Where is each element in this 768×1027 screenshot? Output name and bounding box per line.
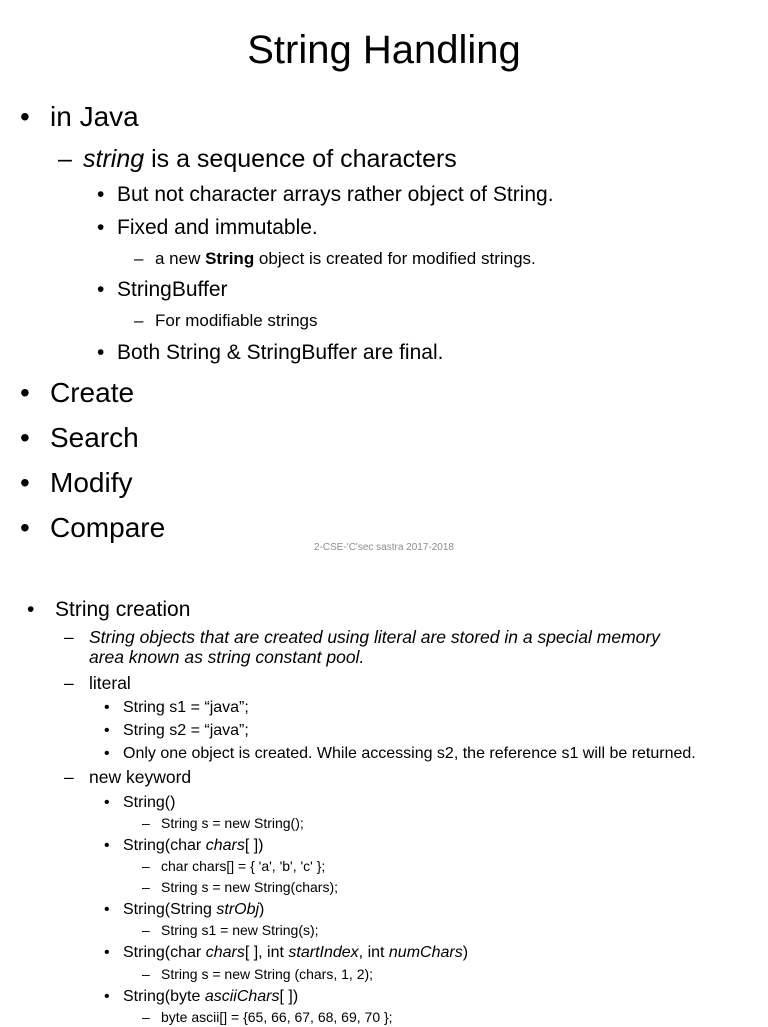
bullet-modify: Modify: [50, 467, 133, 498]
ctor-chars-range-example: String s = new String (chars, 1, 2);: [161, 966, 374, 982]
ctor-empty: String(): [123, 794, 176, 811]
bullet-string-creation: String creation: [55, 598, 191, 621]
bullet-icon: •: [104, 794, 110, 811]
ctor-string-example: String s1 = new String(s);: [161, 922, 319, 938]
bullet-icon: •: [104, 722, 110, 739]
dash-icon: –: [64, 767, 74, 787]
bullet-icon: •: [20, 377, 30, 408]
dash-icon: –: [142, 1009, 150, 1025]
bullet-icon: •: [20, 512, 30, 543]
ctor-chars-range: String(char chars[ ], int startIndex, int numChars): [123, 944, 469, 961]
slide-footer: 2-CSE-'C'sec sastra 2017-2018: [314, 542, 454, 553]
new-object-note: a new String object is created for modified strings.: [155, 249, 536, 268]
ctor-chars-example-1: char chars[] = { 'a', 'b', 'c' };: [161, 858, 326, 874]
bullet-icon: •: [27, 598, 35, 621]
dash-icon: –: [134, 311, 144, 330]
bullet-in-java: in Java: [50, 101, 139, 132]
dash-icon: –: [58, 145, 72, 173]
ctor-bytes-example: byte ascii[] = {65, 66, 67, 68, 69, 70 };: [161, 1009, 393, 1025]
bullet-fixed: Fixed and immutable.: [117, 216, 318, 239]
slide-title: String Handling: [247, 28, 521, 72]
dash-icon: –: [142, 815, 150, 831]
bullet-icon: •: [97, 183, 105, 206]
dash-icon: –: [134, 249, 144, 268]
bullet-icon: •: [104, 944, 110, 961]
only-one-object: Only one object is created. While accessing s2, the reference s1 will be returned.: [123, 745, 696, 762]
pool-desc-line2: area known as string constant pool.: [89, 647, 365, 667]
string-definition: string is a sequence of characters: [83, 145, 457, 173]
literal-label: literal: [89, 673, 131, 693]
dash-icon: –: [64, 627, 74, 647]
dash-icon: –: [142, 966, 150, 982]
ctor-string: String(String strObj): [123, 901, 265, 918]
modifiable-note: For modifiable strings: [155, 311, 318, 330]
ctor-bytes: String(byte asciiChars[ ]): [123, 988, 299, 1005]
dash-icon: –: [64, 673, 74, 693]
slide-2: [0, 575, 768, 1024]
bullet-search: Search: [50, 422, 139, 453]
bullet-icon: •: [104, 988, 110, 1005]
bullet-icon: •: [20, 467, 30, 498]
new-keyword-label: new keyword: [89, 767, 192, 787]
bullet-not-arrays: But not character arrays rather object of String.: [117, 183, 554, 206]
ctor-chars-example-2: String s = new String(chars);: [161, 879, 339, 895]
bullet-icon: •: [104, 901, 110, 918]
bullet-icon: •: [104, 745, 110, 762]
bullet-icon: •: [97, 278, 105, 301]
ctor-empty-example: String s = new String();: [161, 815, 304, 831]
pool-desc-line1: String objects that are created using literal are stored in a special memory: [89, 627, 660, 647]
bullet-compare: Compare: [50, 512, 166, 543]
bullet-icon: •: [104, 699, 110, 716]
bullet-create: Create: [50, 377, 135, 408]
bullet-icon: •: [97, 216, 105, 239]
bullet-icon: •: [20, 422, 30, 453]
bullet-both-final: Both String & StringBuffer are final.: [117, 341, 444, 364]
ctor-chars: String(char chars[ ]): [123, 837, 264, 854]
dash-icon: –: [142, 922, 150, 938]
dash-icon: –: [142, 879, 150, 895]
literal-s2: String s2 = “java”;: [123, 722, 249, 739]
literal-s1: String s1 = “java”;: [123, 699, 249, 716]
bullet-stringbuffer: StringBuffer: [117, 278, 228, 301]
bullet-icon: •: [20, 101, 30, 132]
dash-icon: –: [142, 858, 150, 874]
bullet-icon: •: [97, 341, 105, 364]
bullet-icon: •: [104, 837, 110, 854]
